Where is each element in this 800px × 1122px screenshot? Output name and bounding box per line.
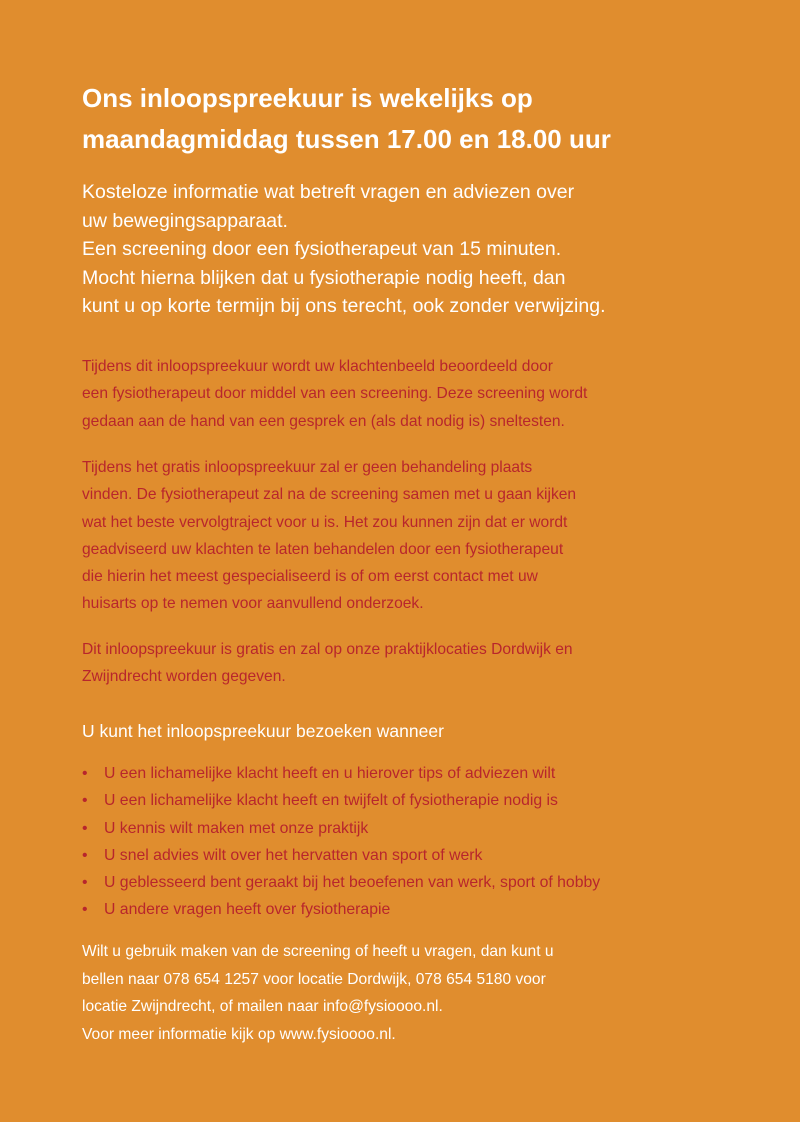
intro-paragraph [82,178,762,321]
list-item [82,869,772,896]
list-item [82,760,772,787]
bullet-icon: • [82,792,88,810]
bullet-icon: • [82,874,88,892]
contact-line: Wilt u gebruik maken van de screening of heeft u vragen, dan kunt u [82,943,554,960]
paragraph-line: gedaan aan de hand van een gesprek en (als dat nodig is) sneltesten. [82,412,565,430]
paragraph-line: Zwijndrecht worden gegeven. [82,668,286,686]
bullet-icon: • [82,901,88,919]
list-item-text: U andere vragen heeft over fysiotherapie [104,901,391,919]
list-item [82,842,772,869]
list-item [82,896,772,923]
paragraph-line: huisarts op te nemen voor aanvullend onderzoek. [82,595,424,613]
contact-line: locatie Zwijndrecht, of mailen naar info@fysioooo.nl. [82,998,443,1016]
paragraph-line: Tijdens dit inloopspreekuur wordt uw klachtenbeeld beoordeeld door [82,358,553,375]
paragraph-line: Dit inloopspreekuur is gratis en zal op onze praktijklocaties Dordwijk en [82,641,573,658]
bullet-icon: • [82,765,88,782]
locations-paragraph [82,636,762,691]
paragraph-line: vinden. De fysiotherapeut zal na de screening samen met u gaan kijken [82,486,577,504]
paragraph-line: die hierin het meest gespecialiseerd is of om eerst contact met uw [82,568,538,586]
page-title [82,78,742,160]
list-item [82,815,772,842]
list-heading: U kunt het inloopspreekuur bezoeken wanneer [82,721,444,741]
intro-line: Kosteloze informatie wat betreft vragen en adviezen over [82,181,575,203]
intro-line: uw bewegingsapparaat. [82,209,288,232]
paragraph-line: Tijdens het gratis inloopspreekuur zal er geen behandeling plaats [82,459,533,476]
bullet-icon: • [82,846,88,864]
title-line: maandagmiddag tussen 17.00 en 18.00 uur [82,124,611,154]
free-consultation-paragraph [82,454,762,618]
paragraph-line: geadviseerd uw klachten te laten behandelen door een fysiotherapeut [82,540,564,558]
reasons-list [82,760,772,924]
list-item [82,787,772,814]
paragraph-line: een fysiotherapeut door middel van een screening. Deze screening wordt [82,385,588,403]
list-item-text: U een lichamelijke klacht heeft en u hierover tips of adviezen wilt [104,765,556,782]
intro-line: Een screening door een fysiotherapeut van 15 minuten. [82,238,562,260]
list-item-text: U een lichamelijke klacht heeft en twijfelt of fysiotherapie nodig is [104,792,558,810]
contact-line: bellen naar 078 654 1257 voor locatie Dordwijk, 078 654 5180 voor [82,970,546,988]
bullet-icon: • [82,819,88,837]
contact-line: Voor meer informatie kijk op www.fysioooo.nl. [82,1025,396,1043]
list-item-text: U snel advies wilt over het hervatten van sport of werk [104,846,483,864]
intro-line: kunt u op korte termijn bij ons terecht, ook zonder verwijzing. [82,295,606,317]
intro-line: Mocht hierna blijken dat u fysiotherapie nodig heeft, dan [82,266,566,289]
screening-paragraph [82,353,762,435]
list-item-text: U kennis wilt maken met onze praktijk [104,819,369,837]
title-line: Ons inloopspreekuur is wekelijks op [82,83,533,113]
list-item-text: U geblesseerd bent geraakt bij het beoefenen van werk, sport of hobby [104,874,601,892]
contact-paragraph [82,938,762,1048]
paragraph-line: wat het beste vervolgtraject voor u is. Het zou kunnen zijn dat er wordt [82,513,568,531]
